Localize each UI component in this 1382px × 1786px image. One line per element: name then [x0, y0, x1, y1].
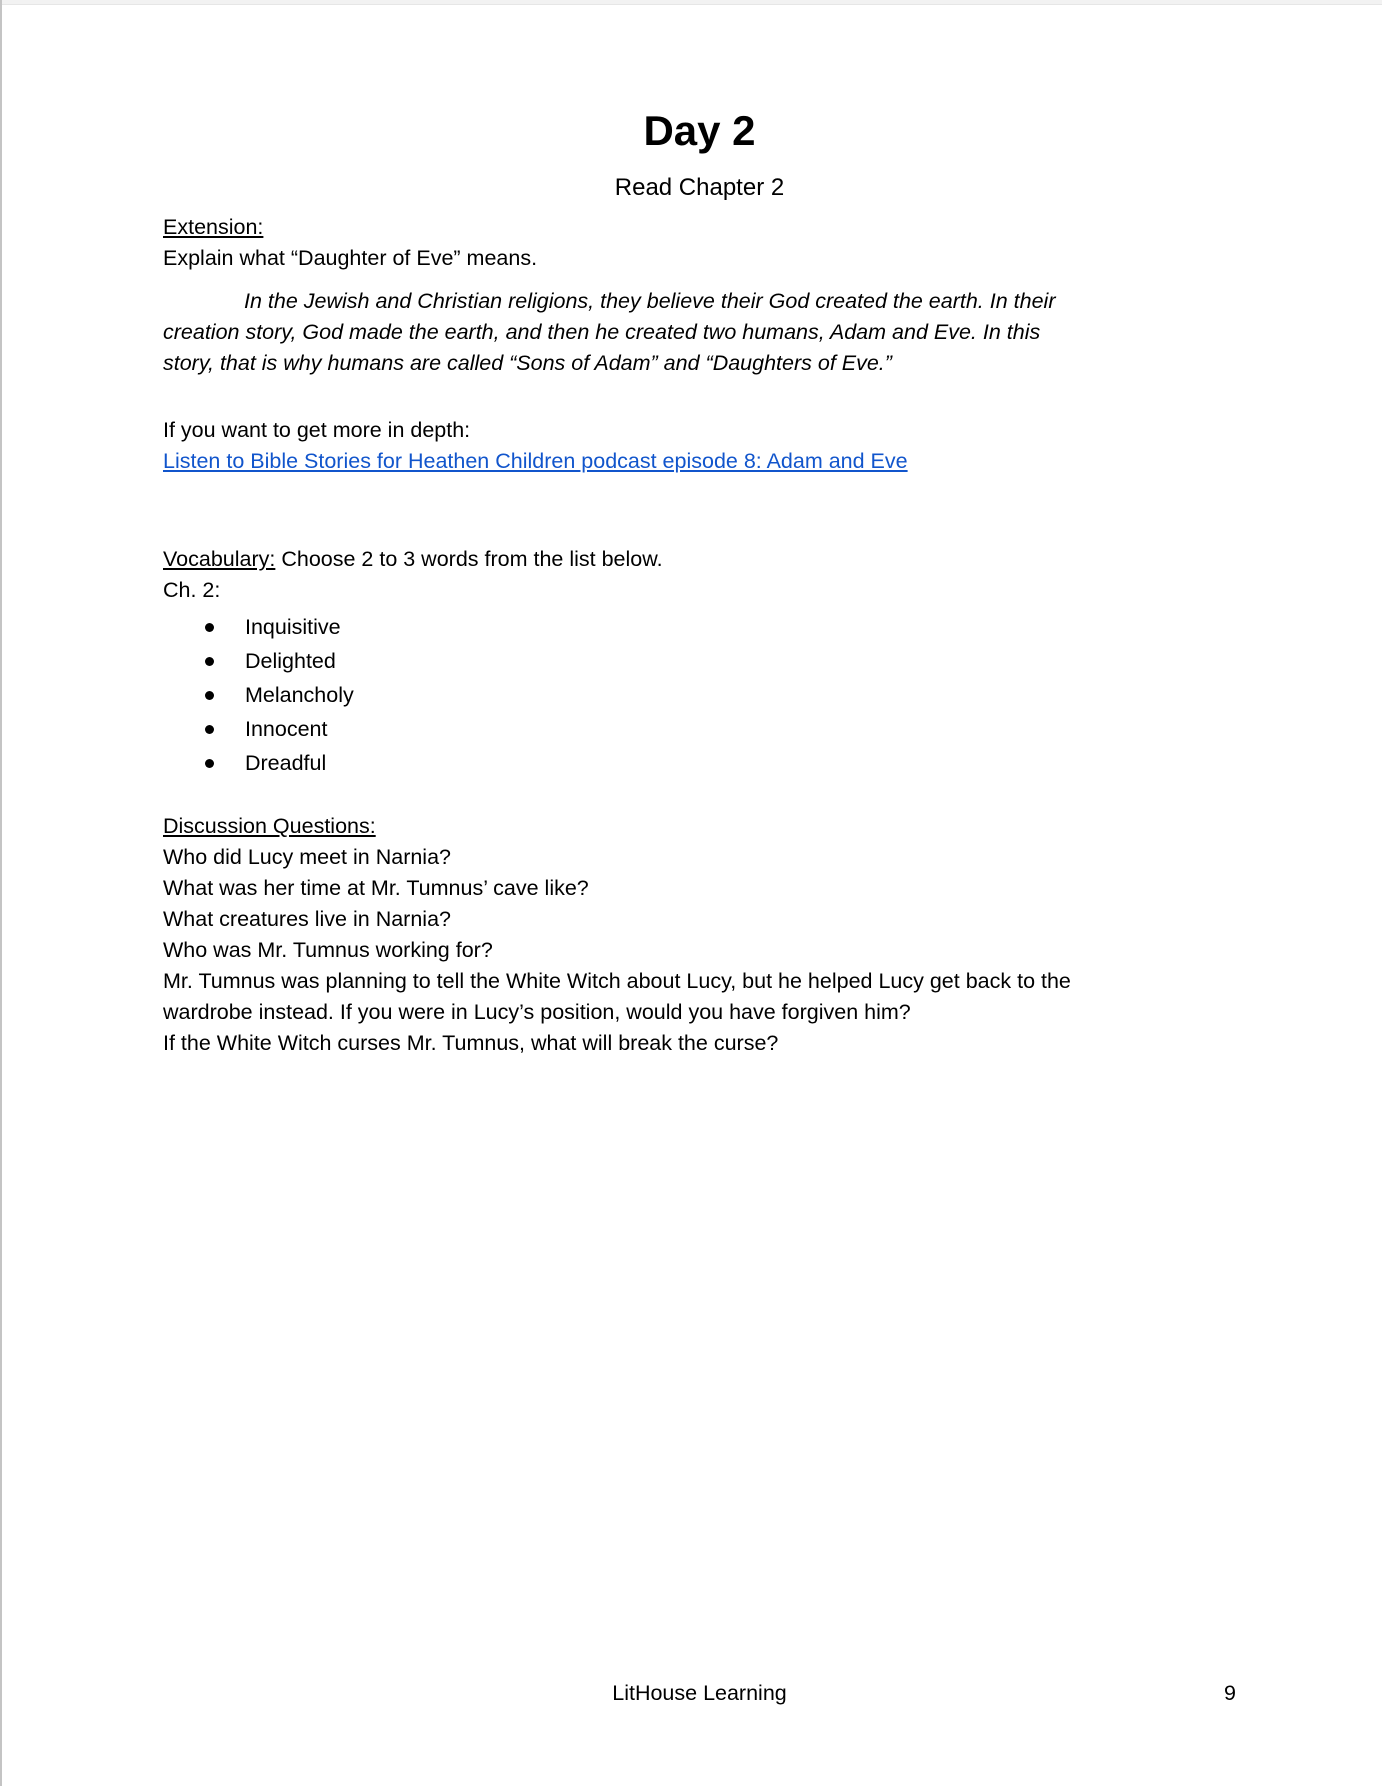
vocabulary-word: Dreadful: [163, 746, 1236, 780]
page-left-edge: [0, 0, 2, 1786]
discussion-question: What creatures live in Narnia?: [163, 907, 451, 931]
discussion-question: If the White Witch curses Mr. Tumnus, what will break the curse?: [163, 1031, 779, 1055]
vocabulary-heading: Vocabulary:: [163, 547, 276, 571]
vocabulary-list: [163, 610, 1236, 780]
page-title: Day 2: [643, 107, 756, 154]
answer-line: In the Jewish and Christian religions, they believe their God created the earth. In their: [244, 289, 1056, 313]
document-content: [163, 0, 1236, 1059]
page-subtitle: Read Chapter 2: [614, 174, 785, 201]
chapter-label: Ch. 2:: [163, 578, 221, 602]
extension-prompt: Explain what “Daughter of Eve” means.: [163, 246, 538, 270]
discussion-question: Who was Mr. Tumnus working for?: [163, 938, 493, 962]
discussion-question: What was her time at Mr. Tumnus’ cave like?: [163, 876, 589, 900]
extension-section: [163, 212, 1236, 477]
answer-line: creation story, God made the earth, and then he created two humans, Adam and Eve. In this: [163, 320, 1041, 344]
discussion-section: [163, 811, 1236, 1059]
vocabulary-heading-row: [163, 544, 1236, 575]
footer-page-number: 9: [1224, 1681, 1236, 1705]
extension-heading: Extension:: [163, 215, 264, 239]
extension-answer: [163, 286, 1236, 379]
podcast-link-row: [163, 446, 1236, 477]
vocabulary-word: Melancholy: [163, 678, 1236, 712]
discussion-question: Mr. Tumnus was planning to tell the White Witch about Lucy, but he helped Lucy get back to the: [163, 969, 1071, 993]
vocabulary-word: Innocent: [163, 712, 1236, 746]
page-footer: [163, 1679, 1236, 1707]
more-depth-label: If you want to get more in depth:: [163, 418, 471, 442]
discussion-heading-row: [163, 811, 1236, 842]
vocabulary-instruction: Choose 2 to 3 words from the list below.: [275, 547, 663, 571]
vocabulary-word: Delighted: [163, 644, 1236, 678]
podcast-link[interactable]: Listen to Bible Stories for Heathen Children podcast episode 8: Adam and Eve: [163, 449, 908, 473]
footer-brand: LitHouse Learning: [612, 1681, 787, 1705]
discussion-question: Who did Lucy meet in Narnia?: [163, 845, 452, 869]
vocabulary-section: [163, 544, 1236, 780]
discussion-question: wardrobe instead. If you were in Lucy’s position, would you have forgiven him?: [163, 1000, 911, 1024]
discussion-heading: Discussion Questions:: [163, 814, 376, 838]
answer-line: story, that is why humans are called “Sons of Adam” and “Daughters of Eve.”: [163, 351, 892, 375]
vocabulary-word: Inquisitive: [163, 610, 1236, 644]
